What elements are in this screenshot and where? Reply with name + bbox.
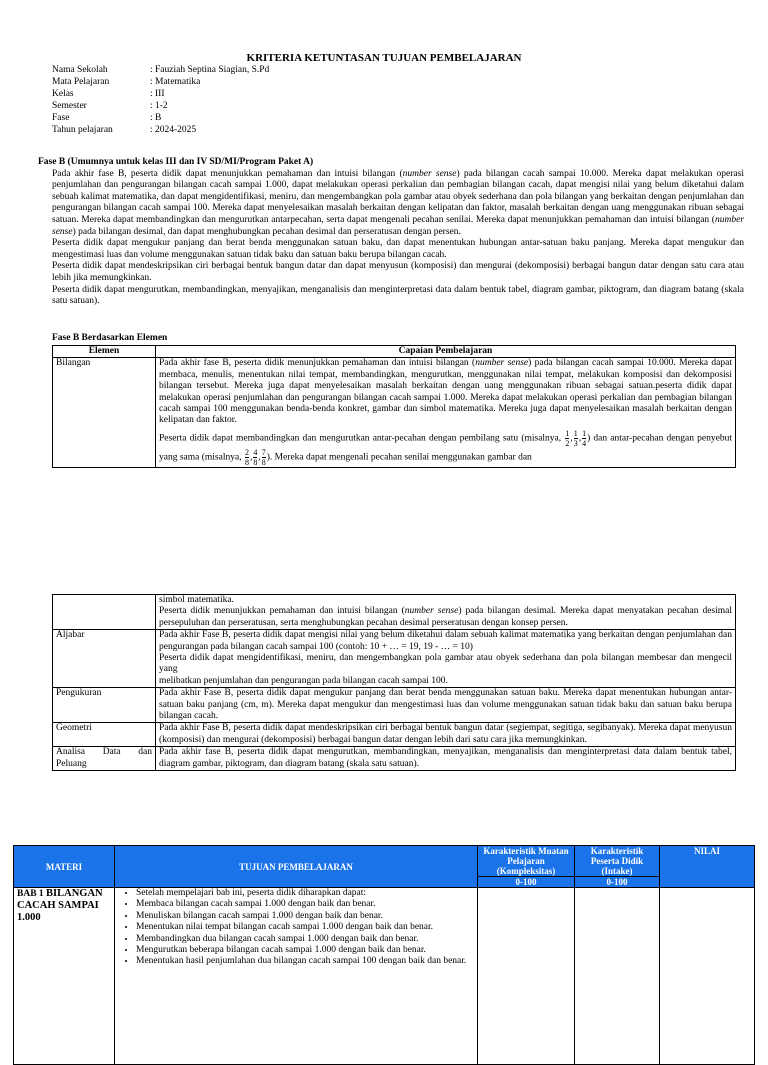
page-title: KRITERIA KETUNTASAN TUJUAN PEMBELAJARAN [246,52,522,64]
fase-description [38,157,744,308]
column-header: Elemen [53,346,156,358]
identity-row [52,124,269,136]
identity-row [52,88,269,100]
fase-paragraph: Peserta didik dapat mengukur panjang dan berat benda menggunakan satuan baku, dan dapat menentukan hubungan antar-satuan baku panjang. Mereka dapat mengukur dan mengestimasi luas dan volume menggunakan satuan tidak baku dan satuan baku berupa bilangan cacah. [52,238,744,260]
elemen-name: Bilangan [53,358,156,467]
fase-paragraph: Peserta didik dapat mengurutkan, membandingkan, menyajikan, menganalisis dan menginterpretasi data dalam bentuk tabel, diagram gambar, piktogram, dan diagram batang (skala satu satuan). [52,284,744,307]
list-item: • Membandingkan dua bilangan cacah sampai 1.000 dengan baik dan benar. [136,934,474,945]
tujuan-cell [115,888,478,1065]
capaian-cell: Pada akhir Fase B, peserta didik dapat mengukur panjang dan berat benda menggunakan satuan baku. Mereka dapat menentukan hubungan antar-satuan baku panjang (cm, m). Mereka dapat mengukur dan mengestimasi luas dan volume menggunakan satuan tidak baku dan satuan baku berupa bilangan cacah. [156,688,736,723]
identity-row [52,112,269,124]
list-item: • Membaca bilangan cacah sampai 1.000 dengan baik dan benar. [136,899,474,910]
table-row [53,688,736,723]
fraction: $\frac{4}{8}$ [253,447,258,467]
fase-heading: Fase B (Umumnya untuk kelas III dan IV SD/MI/Program Paket A) [38,157,314,167]
range-header: 0-100 [575,877,660,888]
identity-value: : B [150,113,162,123]
identity-block [52,64,269,136]
capaian-cell: Pada akhir Fase B, peserta didik dapat mendeskripsikan ciri berbagai bentuk bangun datar (segiempat, segitiga, segibanyak). Mereka dapat menyusun (komposisi) dan mengurai (dekomposisi) berbagai bangun datar dengan lebih dari satu cara jika memungkinkan. [156,723,736,747]
column-header: Karakteristik Muatan Pelajaran (Kompleksitas) [478,846,575,877]
fase-paragraph: Pada akhir fase B, peserta didik dapat menunjukkan pemahaman dan intuisi bilangan (number sense) pada bilangan cacah sampai 10.000. Mereka dapat melakukan operasi penjumlahan dan pengurangan bilangan cacah sampai 1.000, dapat melakukan operasi perkalian dan pembagian bilangan cacah, dapat mengisi nilai yang belum diketahui dalam sebuah kalimat matematika, dan dapat mengidentifikasi, meniru, dan mengembangkan pola gambar atau obyek sederhana dan pola bilangan yang berkaitan dengan penjumlahan dan pengurangan bilangan cacah sampai 100. Mereka dapat menyelesaikan masalah berkaitan dengan kelipatan dan faktor, masalah berkaitan dengan uang menggunakan ribuan sebagai satuan. Mereka dapat membandingkan dan mengurutkan antarpecahan, serta dapat mengenali pecahan senilai. Mereka dapat menunjukkan pemahaman dan intuisi bilangan (number sense) pada bilangan desimal, dan dapat menghubungkan pecahan desimal dan perseratusan dengan persen. [52,168,744,237]
fraction: $\frac{1}{4}$ [582,428,587,448]
elemen-table-continued [52,594,736,771]
table-row [53,747,736,771]
fraction: $\frac{2}{8}$ [244,447,249,467]
identity-label: Fase [52,113,70,123]
table-row [53,358,736,467]
identity-value: : 1-2 [150,101,168,111]
column-header: Capaian Pembelajaran [156,346,736,358]
identity-row [52,100,269,112]
identity-value: : III [150,89,165,99]
list-item: • Menuliskan bilangan cacah sampai 1.000 dengan baik dan benar. [136,911,474,922]
elemen-name: Pengukuran [53,688,156,723]
fase-paragraph: Peserta didik dapat mendeskripsikan ciri berbagai bentuk bangun datar dan dapat menyusun (komposisi) dan mengurai (dekomposisi) berbagai bangun datar dengan satu cara atau lebih jika memungkinkan. [52,261,744,283]
elemen-name: Geometri [53,723,156,747]
materi-table [13,845,755,1065]
section-heading: Fase B Berdasarkan Elemen [52,333,168,343]
identity-value: : 2024-2025 [150,125,197,135]
identity-row [52,64,269,76]
materi-cell: BAB 1 BILANGAN CACAH SAMPAI 1.000 [14,888,115,1065]
identity-row [52,76,269,88]
elemen-table [52,345,736,468]
list-item: • Mengurutkan beberapa bilangan cacah sampai 1.000 dengan baik dan benar. [136,945,474,956]
identity-label: Tahun pelajaran [52,125,113,135]
list-item: • Menentukan hasil penjumlahan dua bilangan cacah sampai 100 dengan baik dan benar. [136,956,474,967]
identity-label: Kelas [52,89,74,99]
capaian-cell: simbol matematika. Peserta didik menunjukkan pemahaman dan intuisi bilangan (number sense) pada bilangan desimal. Mereka dapat menyatakan pecahan desimal persepuluhan dan perseratusan, serta menghubungkan pecahan desimal perseratusan dengan konsep persen. [156,595,736,630]
column-header: TUJUAN PEMBELAJARAN [115,846,478,888]
column-header: MATERI [14,846,115,888]
range-header: 0-100 [478,877,575,888]
column-header: NILAI [660,846,755,888]
fraction: $\frac{1}{3}$ [573,428,578,448]
identity-label: Mata Pelajaran [52,77,110,87]
capaian-cell: Pada akhir fase B, peserta didik menunjukkan pemahaman dan intuisi bilangan (number sense) pada bilangan cacah sampai 10.000. Mereka dapat membaca, menulis, menentukan nilai tempat, membandingkan, mengurutkan, menggunakan nilai tempat, melakukan komposisi dan dekomposisi bilangan tersebut. Mereka juga dapat menyelesaikan masalah berkaitan dengan uang menggunakan ribuan sebagai satuan.peserta didik dapat melakukan operasi penjumlahan dan pengurangan bilangan cacah sampai 1.000. Mereka dapat melakukan operasi perkalian dan pembagian bilangan cacah sampai 100 menggunakan benda-benda konkret, gambar dan simbol matematika. Mereka juga dapat menyelesaikan masalah berkaitan dengan kelipatan dan faktor. Peserta didik dapat membandingkan dan mengurutkan antar-pecahan dengan pembilang satu (misalnya, $\frac{1}{2}$ , $\frac{1}{3}$ , $\frac{1}{4}$ ) dan antar-pecahan dengan penyebut yang sama (misalnya, $\frac{2}{8}$ , $\frac{4}{8}$ , $\frac{7}{8}$ ). Mereka dapat mengenali pecahan senilai menggunakan gambar dan [156,358,736,467]
identity-value: : Fauziah Septina Siagian, S.Pd [150,65,270,75]
table-row [53,630,736,688]
column-header: Karakteristik Peserta Didik (Intake) [575,846,660,877]
capaian-cell: Pada akhir Fase B, peserta didik dapat mengisi nilai yang belum diketahui dalam sebuah kalimat matematika yang berkaitan dengan penjumlahan dan pengurangan pada bilangan cacah sampai 100 (contoh: 10 + … = 19, 19 - … = 10) Peserta didik dapat mengidentifikasi, meniru, dan mengembangkan pola gambar atau obyek sederhana dan pola bilangan membesar dan mengecil yang melibatkan penjumlahan dan pengurangan pada bilangan cacah sampai 100. [156,630,736,688]
list-item: • Setelah mempelajari bab ini, peserta didik diharapkan dapat: [136,888,474,899]
table-row [14,888,755,1065]
elemen-name: Analisa Data dan Peluang [53,747,156,771]
elemen-name: Aljabar [53,630,156,688]
identity-value: : Matematika [150,77,201,87]
fraction: $\frac{7}{8}$ [261,447,266,467]
table-row [53,595,736,630]
list-item: • Menentukan nilai tempat bilangan cacah sampai 1.000 dengan baik dan benar. [136,922,474,933]
identity-label: Semester [52,101,87,111]
table-row [53,723,736,747]
capaian-cell: Pada akhir fase B, peserta didik dapat mengurutkan, membandingkan, menyajikan, menganalisis dan menginterpretasi data dalam bentuk tabel, diagram gambar, piktogram, dan diagram batang (skala satu satuan). [156,747,736,771]
fraction: $\frac{1}{2}$ [565,428,570,448]
identity-label: Nama Sekolah [52,65,108,75]
